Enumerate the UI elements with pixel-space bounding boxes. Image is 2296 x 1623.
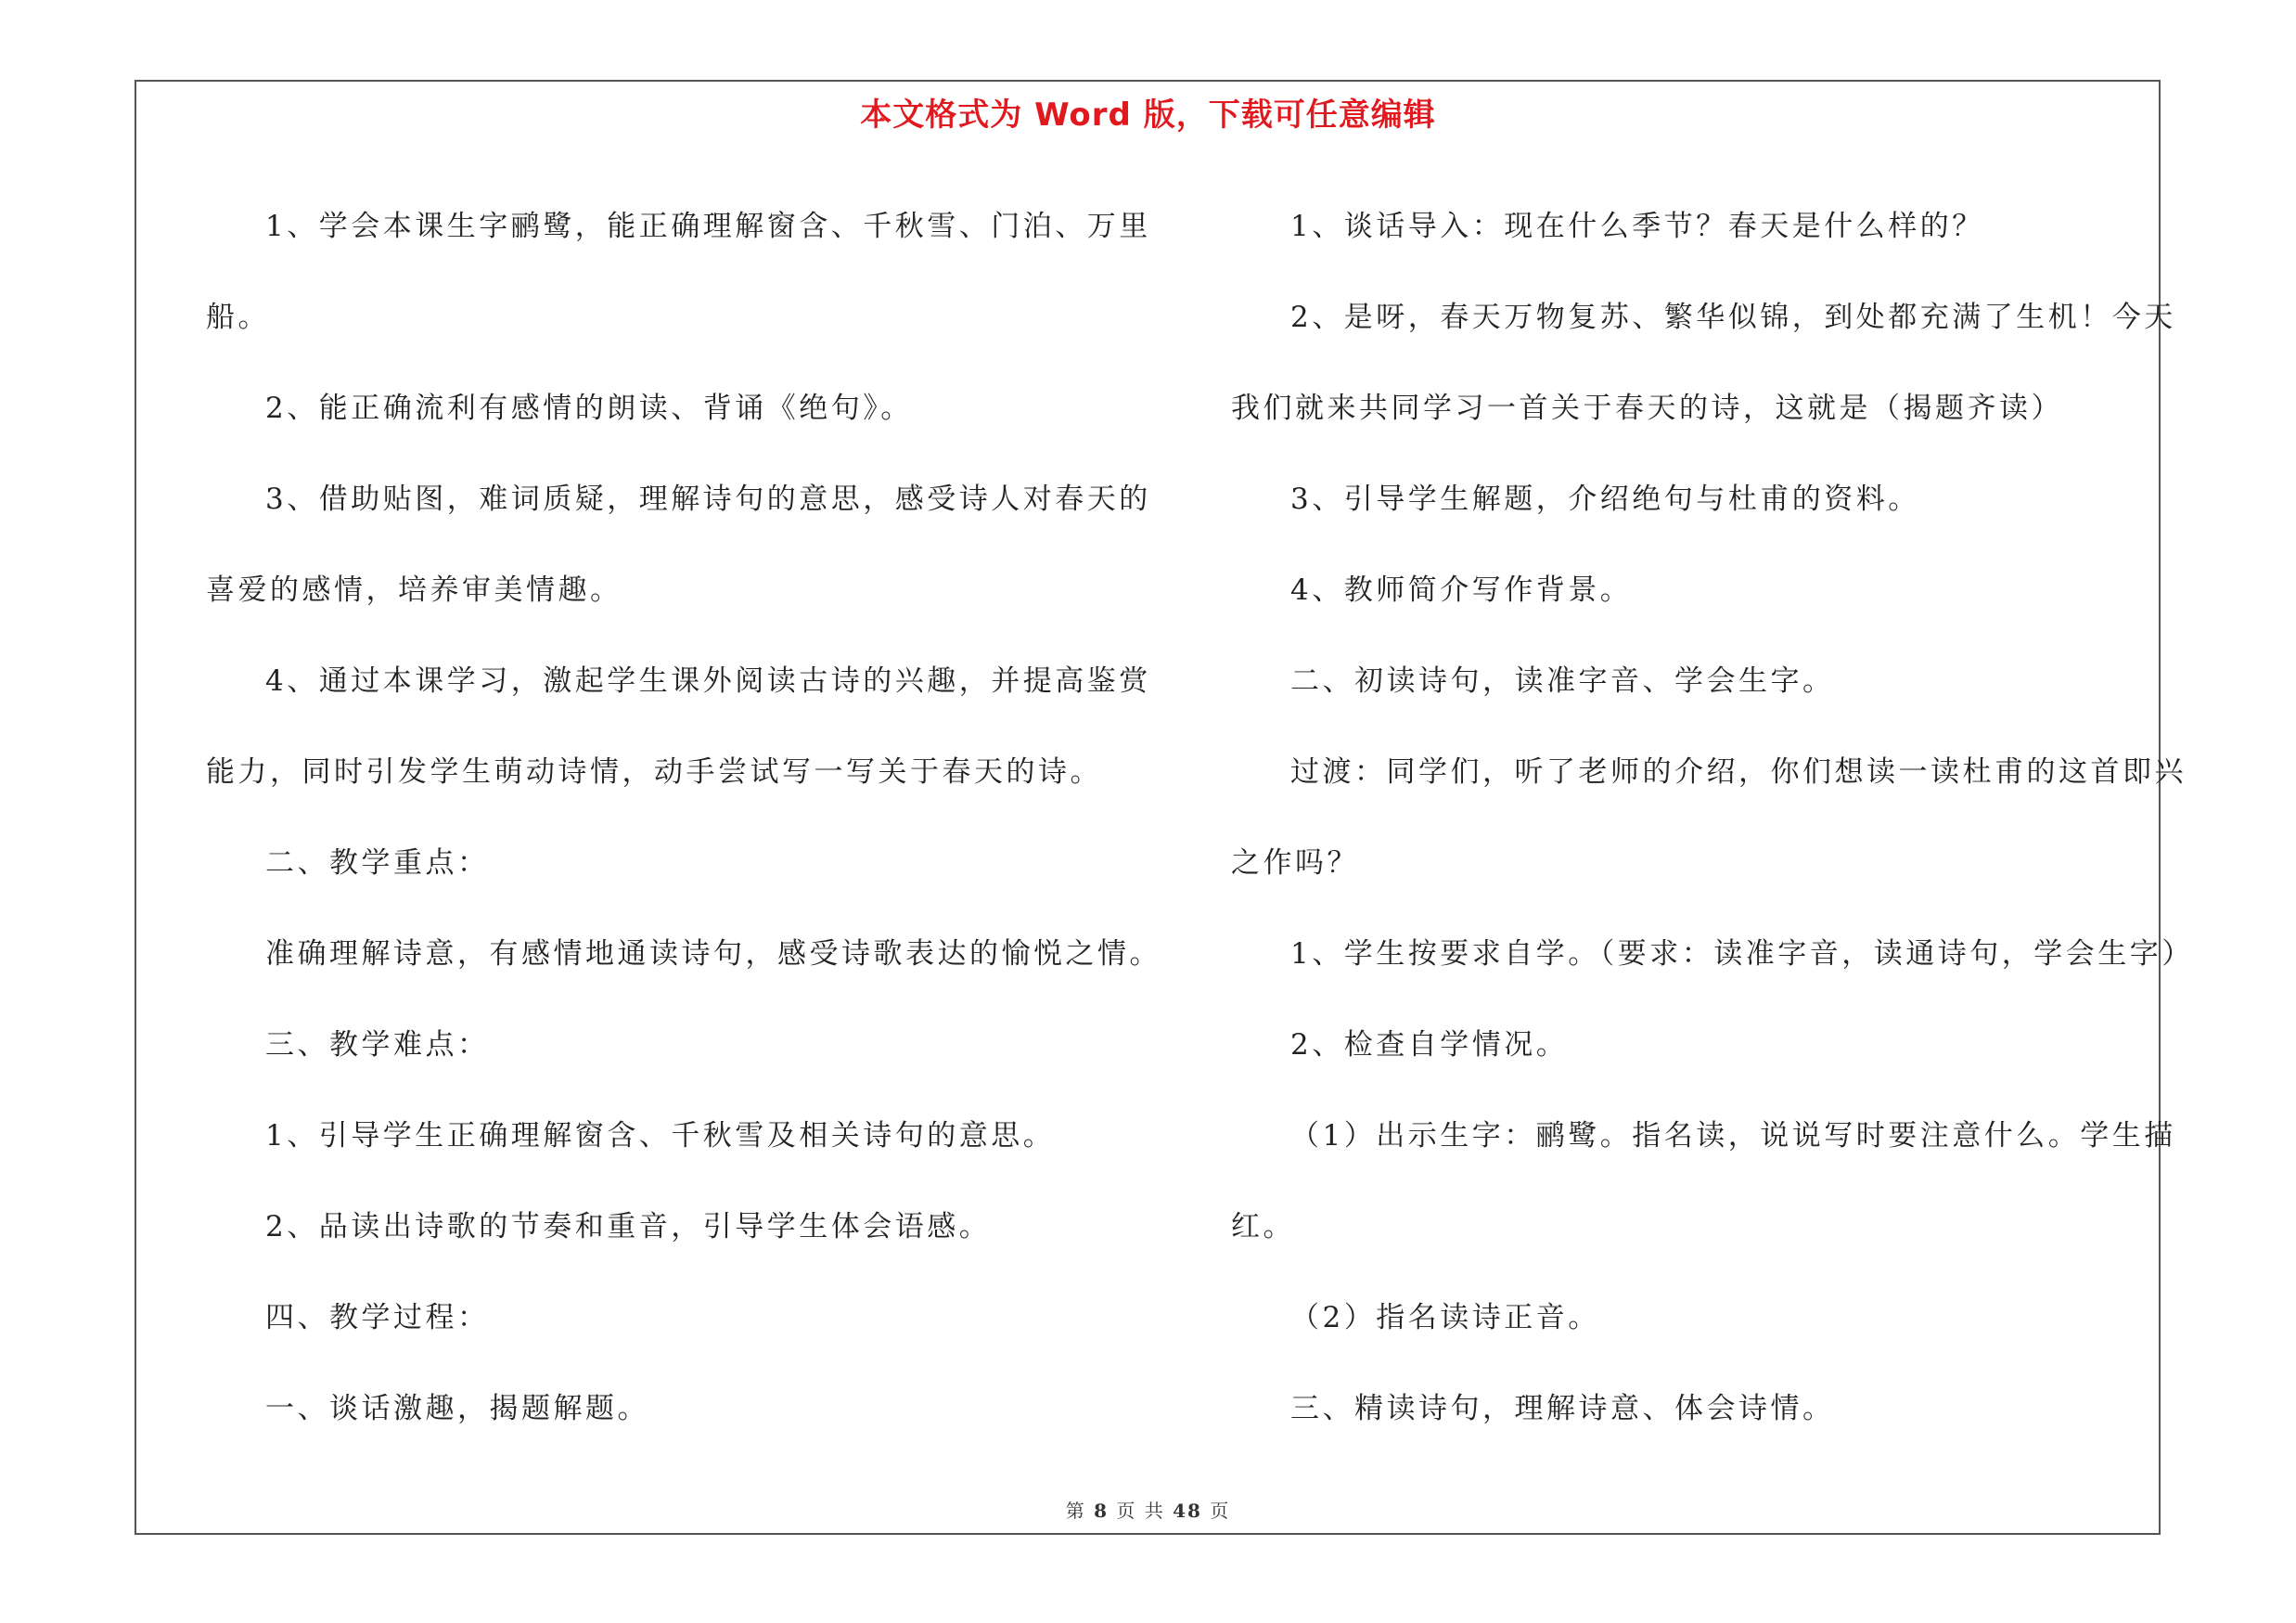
text-line: 三、精读诗句，理解诗意、体会诗情。 <box>1290 1392 1835 1425</box>
text-line: 能力，同时引发学生萌动诗情，动手尝试写一写关于春天的诗。 <box>206 755 1102 789</box>
text-line: 3、借助贴图，难词质疑，理解诗句的意思，感受诗人对春天的 <box>265 483 1151 516</box>
text-line: （1）出示生字：鹂鹭。指名读，说说写时要注意什么。学生描 <box>1290 1119 2176 1153</box>
footer-suffix: 页 <box>1210 1500 1231 1522</box>
text-line: 2、是呀，春天万物复苏、繁华似锦，到处都充满了生机！今天 <box>1290 301 2176 334</box>
text-line: 2、品读出诗歌的节奏和重音，引导学生体会语感。 <box>265 1210 992 1243</box>
text-line: 红。 <box>1231 1210 1295 1243</box>
text-line: 1、引导学生正确理解窗含、千秋雪及相关诗句的意思。 <box>265 1119 1056 1153</box>
text-line: 四、教学过程： <box>265 1301 490 1334</box>
text-line: 过渡：同学们，听了老师的介绍，你们想读一读杜甫的这首即兴 <box>1290 755 2187 789</box>
text-line: 船。 <box>206 301 270 334</box>
text-line: 一、谈话激趣，揭题解题。 <box>265 1392 649 1425</box>
text-line: 我们就来共同学习一首关于春天的诗，这就是（揭题齐读） <box>1231 392 2063 425</box>
text-line: 1、学会本课生字鹂鹭，能正确理解窗含、千秋雪、门泊、万里 <box>265 210 1151 243</box>
text-line: 之作吗？ <box>1231 846 1359 880</box>
text-line: 1、谈话导入：现在什么季节？春天是什么样的？ <box>1290 210 1984 243</box>
text-line: 准确理解诗意，有感情地通读诗句，感受诗歌表达的愉悦之情。 <box>265 937 1161 971</box>
text-line: （2）指名读诗正音。 <box>1290 1301 1600 1334</box>
text-line: 2、检查自学情况。 <box>1290 1028 1569 1062</box>
right-text-column <box>1231 181 2194 1454</box>
text-line: 二、初读诗句，读准字音、学会生字。 <box>1290 664 1835 698</box>
page-footer <box>0 1496 2296 1523</box>
text-line: 4、通过本课学习，激起学生课外阅读古诗的兴趣，并提高鉴赏 <box>265 664 1151 698</box>
document-banner: 本文格式为 Word 版，下载可任意编辑 <box>860 97 1436 134</box>
text-line: 4、教师简介写作背景。 <box>1290 573 1633 607</box>
text-line: 2、能正确流利有感情的朗读、背诵《绝句》。 <box>265 392 913 425</box>
text-line: 喜爱的感情，培养审美情趣。 <box>206 573 622 607</box>
footer-prefix: 第 <box>1065 1500 1086 1522</box>
text-line: 三、教学难点： <box>265 1028 490 1062</box>
left-text-column <box>206 181 1161 1454</box>
footer-total-pages: 48 <box>1173 1500 1202 1522</box>
text-line: 1、学生按要求自学。（要求：读准字音，读通诗句，学会生字） <box>1290 937 2194 971</box>
text-line: 3、引导学生解题，介绍绝句与杜甫的资料。 <box>1290 483 1920 516</box>
text-line: 二、教学重点： <box>265 846 490 880</box>
footer-middle: 页 共 <box>1116 1500 1165 1522</box>
footer-page-number: 8 <box>1094 1500 1109 1522</box>
